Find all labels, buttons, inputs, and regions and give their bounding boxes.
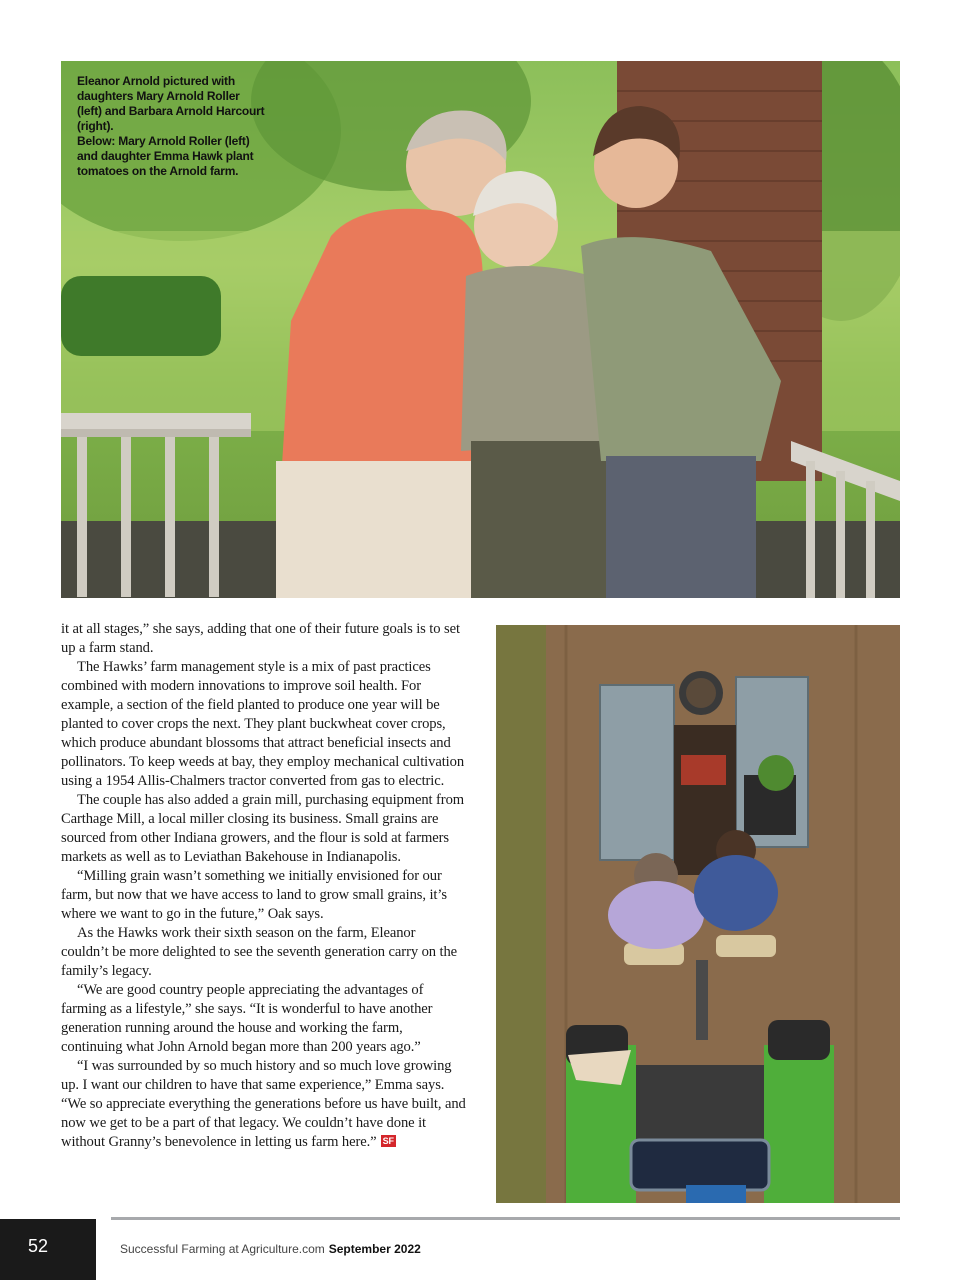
article-paragraph: The couple has also added a grain mill, purchasing equipment from Carthage Mill, a local miller closing its business. Small grains are sourced from other Indiana growers, and the flour is sold at farmers markets as well as to Leviathan Bakehouse in Indianapolis. — [61, 792, 465, 865]
article-paragraph: “We are good country people appreciating the advantages of farming as a lifestyle,” she says. “It is wonderful to have another generation running around the house and working the farm, continuing what John Arnold began more than 200 years ago.” — [61, 982, 433, 1055]
end-of-article-mark: SF — [382, 1136, 394, 1146]
publication-name: Successful Farming at Agriculture.com — [120, 1242, 325, 1256]
article-paragraph: The Hawks’ farm management style is a mix of past practices combined with modern innovations to improve soil health. For example, a section of the field planted to produce one year will be planted to cover crops the next. They plant buckwheat cover crops, which produce abundant blossoms that attract beneficial insects and pollinators. To keep weeds at bay, they employ mechanical cultivation using a 1954 Allis-Chalmers tractor converted from gas to electric. — [61, 659, 465, 789]
photo-porch-portrait — [61, 61, 900, 598]
page-number: 52 — [28, 1236, 49, 1256]
footer-rule — [111, 1217, 900, 1220]
photo-tractor-planting — [496, 625, 900, 1203]
article-paragraph: “Milling grain wasn’t something we initially envisioned for our farm, but now that we have access to land to grow small grains, it’s where we want to go in the future,” Oak says. — [61, 868, 447, 922]
issue-date: September 2022 — [328, 1242, 421, 1256]
caption-main: Eleanor Arnold pictured with daughters Mary Arnold Roller (left) and Barbara Arnold Harcourt (right). — [77, 74, 265, 133]
tractor-aerial-illustration — [496, 625, 900, 1203]
article-paragraph: As the Hawks work their sixth season on the farm, Eleanor couldn’t be more delighted to see the seventh generation carry on the family’s legacy. — [61, 925, 458, 979]
article-body — [61, 620, 466, 1152]
article-paragraph-last — [61, 1057, 466, 1152]
last-paragraph-text: “I was surrounded by so much history and so much love growing up. I want our children to have that same experience,” Emma says. “We so appreciate everything the generations before us have built, and now we get to be a part of that legacy. We couldn’t have done it without Granny’s benevolence in letting us farm here.” — [61, 1058, 466, 1150]
photo-caption — [77, 74, 267, 179]
article-paragraph: it at all stages,” she says, adding that one of their future goals is to set up a farm stand. — [61, 621, 460, 656]
caption-below: Below: Mary Arnold Roller (left) and daughter Emma Hawk plant tomatoes on the Arnold farm. — [77, 134, 254, 178]
footer-publication-line — [120, 1242, 421, 1256]
